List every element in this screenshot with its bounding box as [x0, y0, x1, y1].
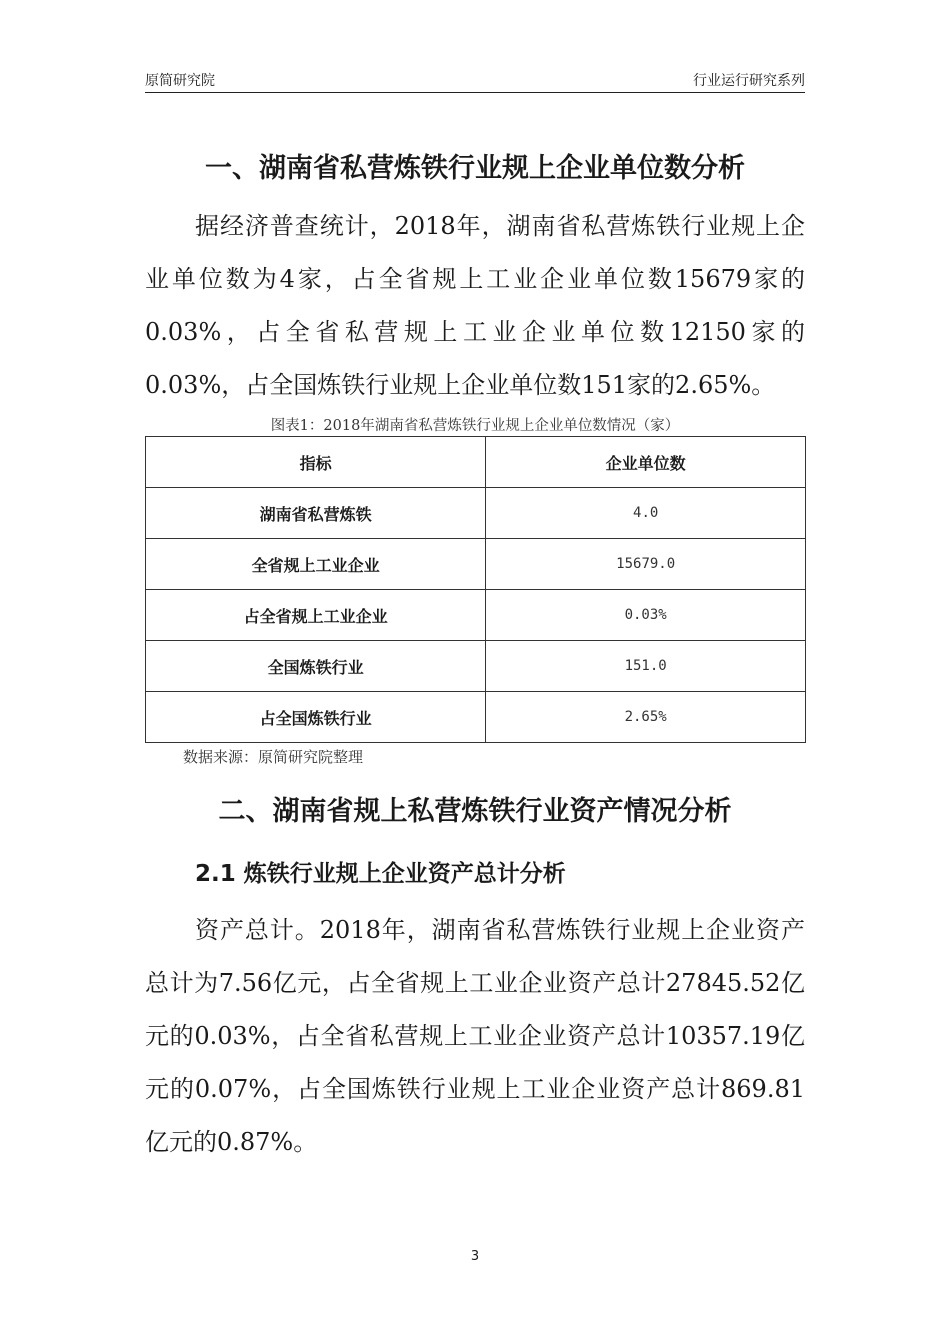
table-cell-label: 占全国炼铁行业	[146, 692, 486, 743]
table-cell-value: 15679.0	[486, 539, 806, 590]
table-row	[146, 539, 806, 590]
table-cell-value: 0.03%	[486, 590, 806, 641]
section1-paragraph: 据经济普查统计，2018年，湖南省私营炼铁行业规上企业单位数为4家，占全省规上工业企业单位数15679家的0.03%，占全省私营规上工业企业单位数12150家的0.03%，占全国炼铁行业规上企业单位数151家的2.65%。	[145, 212, 805, 399]
table-cell-value: 151.0	[486, 641, 806, 692]
table-row	[146, 692, 806, 743]
table-caption: 图表1：2018年湖南省私营炼铁行业规上企业单位数情况（家）	[270, 418, 680, 434]
table-row	[146, 590, 806, 641]
table-header-indicator: 指标	[146, 437, 486, 488]
table-source: 数据来源：原简研究院整理	[183, 748, 364, 766]
table-cell-value: 2.65%	[486, 692, 806, 743]
section2-subtitle: 2.1 炼铁行业规上企业资产总计分析	[195, 861, 566, 887]
table-cell-label: 占全省规上工业企业	[146, 590, 486, 641]
table-cell-label: 全国炼铁行业	[146, 641, 486, 692]
table-cell-label: 湖南省私营炼铁	[146, 488, 486, 539]
table-row	[146, 488, 806, 539]
header-divider	[145, 92, 805, 93]
table-cell-label: 全省规上工业企业	[146, 539, 486, 590]
page-number: 3	[470, 1249, 480, 1264]
data-table	[145, 436, 806, 743]
section2-title: 二、湖南省规上私营炼铁行业资产情况分析	[218, 796, 732, 827]
section1-title: 一、湖南省私营炼铁行业规上企业单位数分析	[205, 153, 745, 184]
section2-paragraph: 资产总计。2018年，湖南省私营炼铁行业规上企业资产总计为7.56亿元，占全省规上工业企业资产总计27845.52亿元的0.03%，占全省私营规上工业企业资产总计10357.19亿元的0.07%，占全国炼铁行业规上工业企业资产总计869.81亿元的0.87%。	[145, 916, 805, 1156]
header-right-series: 行业运行研究系列	[693, 73, 805, 89]
table-header-row	[146, 437, 806, 488]
table-header-count: 企业单位数	[486, 437, 806, 488]
table-row	[146, 641, 806, 692]
header-left-org: 原简研究院	[145, 73, 215, 89]
table-cell-value: 4.0	[486, 488, 806, 539]
